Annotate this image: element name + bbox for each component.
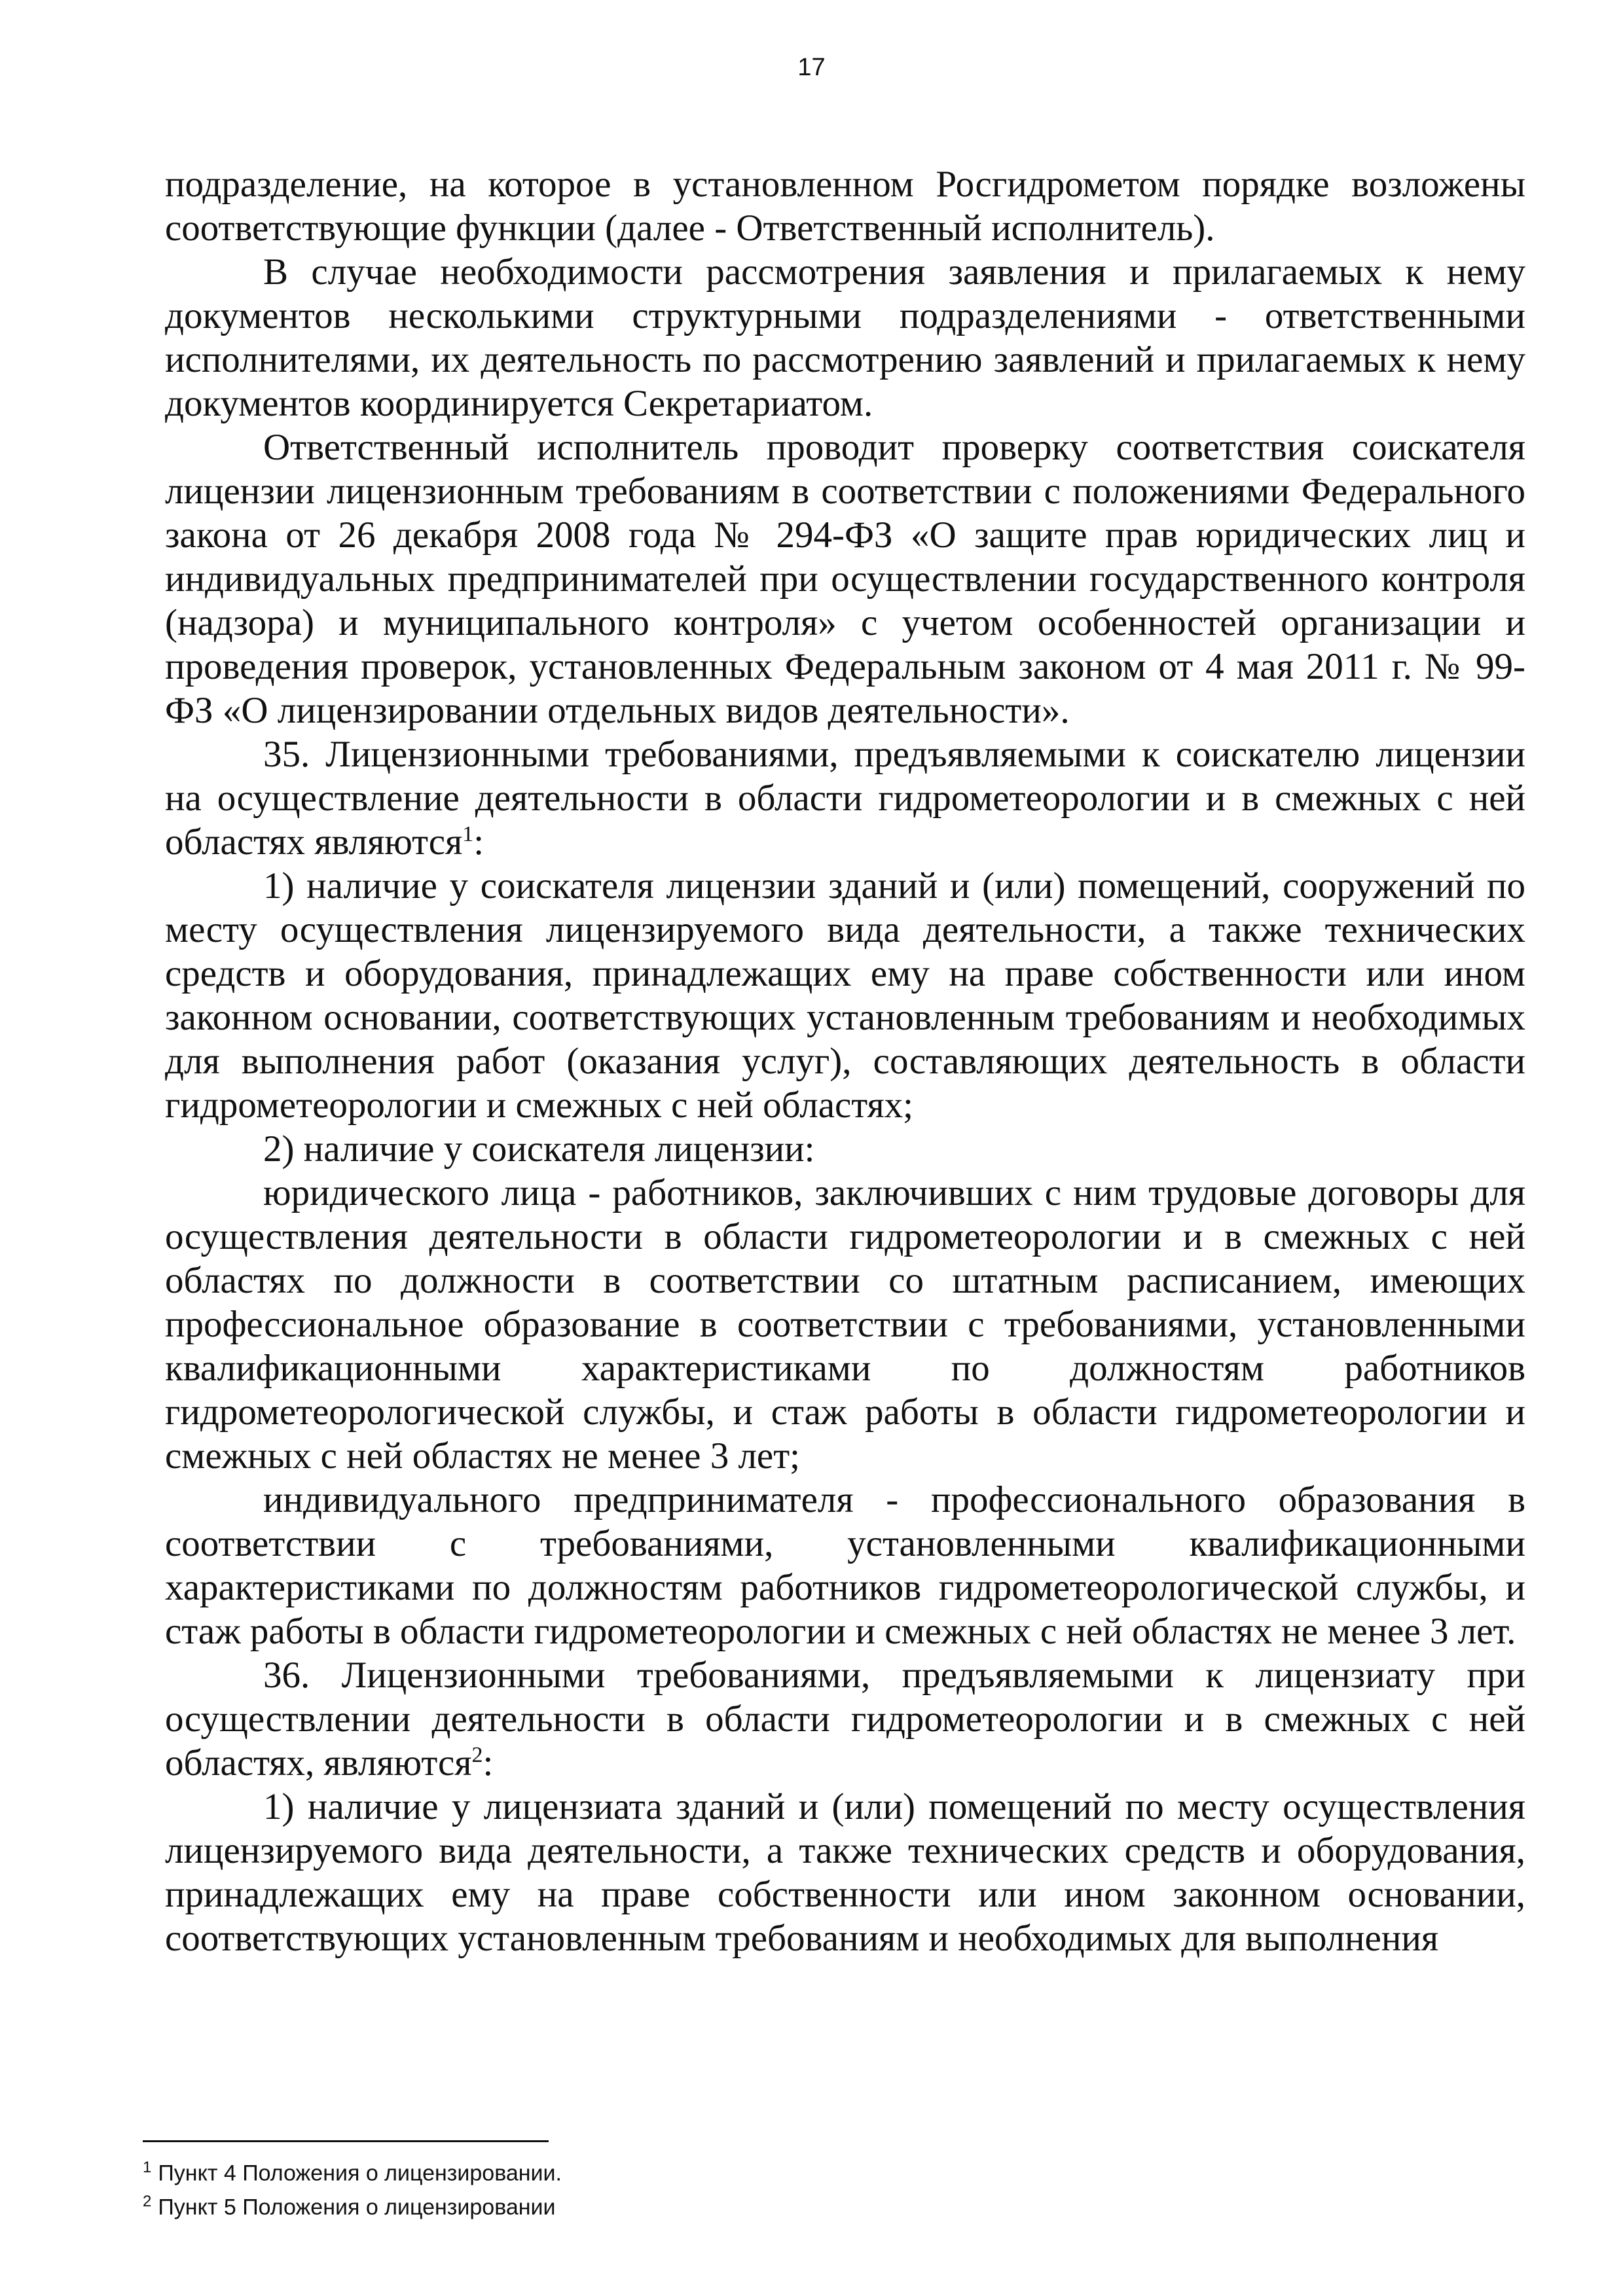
footnote-1 [143,2153,1321,2187]
paragraph-item-36 [165,1653,1525,1785]
paragraph-coordination: В случае необходимости рассмотрения заявления и прилагаемых к нему документов несколькими структурными подразделениями - ответственными исполнителями, их деятельность по рассмотрению заявлений и прилагаемых к нему документов координируется Секретариатом. [165,251,1525,424]
paragraph-item-36-1: 1) наличие у лицензиата зданий и (или) помещений по месту осуществления лицензируемого вида деятельности, а также технических средств и оборудования, принадлежащих ему на праве собственности или ином законном основании, соответствующих установленным требованиям и необходимых для выполнения [165,1786,1525,1959]
paragraph-legal-entity: юридического лица - работников, заключивших с ним трудовые договоры для осуществления деятельности в области гидрометеорологии и в смежных с ней областях по должности в соответствии со штатным расписанием, имеющих профессиональное образование в соответствии с требованиями, установленными квалификационными характеристиками по должностям работников гидрометеорологической службы, и стаж работы в области гидрометеорологии и смежных с ней областях не менее 3 лет; [165,1172,1525,1477]
footnote-2-text: Пункт 5 Положения о лицензировании [158,2195,556,2220]
footnote-ref-1: 1 [462,822,474,846]
item-36-text: 36. Лицензионными требованиями, предъявляемыми к лицензиату при осуществлении деятельности в области гидрометеорологии и в смежных с ней областях, являются [165,1655,1525,1784]
paragraph-continuation: подразделение, на которое в установленном Росгидрометом порядке возложены соответствующие функции (далее - Ответственный исполнитель). [165,164,1525,249]
paragraph-entrepreneur: индивидуального предпринимателя - профессионального образования в соответствии с требованиями, установленными квалификационными характеристиками по должностям работников гидрометеорологической службы, и стаж работы в области гидрометеорологии и смежных с ней областях не менее 3 лет. [165,1479,1525,1652]
footnotes [143,2153,1321,2222]
footnote-2-mark: 2 [143,2193,152,2211]
document-body [165,162,1525,1960]
item-35-text: 35. Лицензионными требованиями, предъявляемыми к соискателю лицензии на осуществление деятельности в области гидрометеорологии и в смежных с ней областях являются [165,734,1525,863]
page-number: 17 [797,54,826,81]
paragraph-verification: Ответственный исполнитель проводит проверку соответствия соискателя лицензии лицензионным требованиям в соответствии с положениями Федерального закона от 26 декабря 2008 года № 294-ФЗ «О защите прав юридических лиц и индивидуальных предпринимателей при осуществлении государственного контроля (надзора) и муниципального контроля» с учетом особенностей организации и проведения проверок, установленных Федеральным законом от 4 мая 2011 г. № 99-ФЗ «О лицензировании отдельных видов деятельности». [165,427,1525,731]
item-36-colon: : [483,1742,494,1784]
footnote-1-text: Пункт 4 Положения о лицензировании. [158,2161,562,2186]
footnote-ref-2: 2 [471,1743,483,1767]
item-35-colon: : [473,821,484,863]
paragraph-item-35-2: 2) наличие у соискателя лицензии: [263,1128,815,1170]
paragraph-item-35 [165,732,1525,864]
footnote-divider [143,2140,549,2142]
footnote-2 [143,2187,1321,2221]
paragraph-item-35-1: 1) наличие у соискателя лицензии зданий и (или) помещений, сооружений по месту осуществления лицензируемого вида деятельности, а также технических средств и оборудования, принадлежащих ему на праве собственности или ином законном основании, соответствующих установленным требованиям и необходимых для выполнения работ (оказания услуг), составляющих деятельность в области гидрометеорологии и смежных с ней областях; [165,865,1525,1126]
footnote-1-mark: 1 [143,2159,152,2176]
